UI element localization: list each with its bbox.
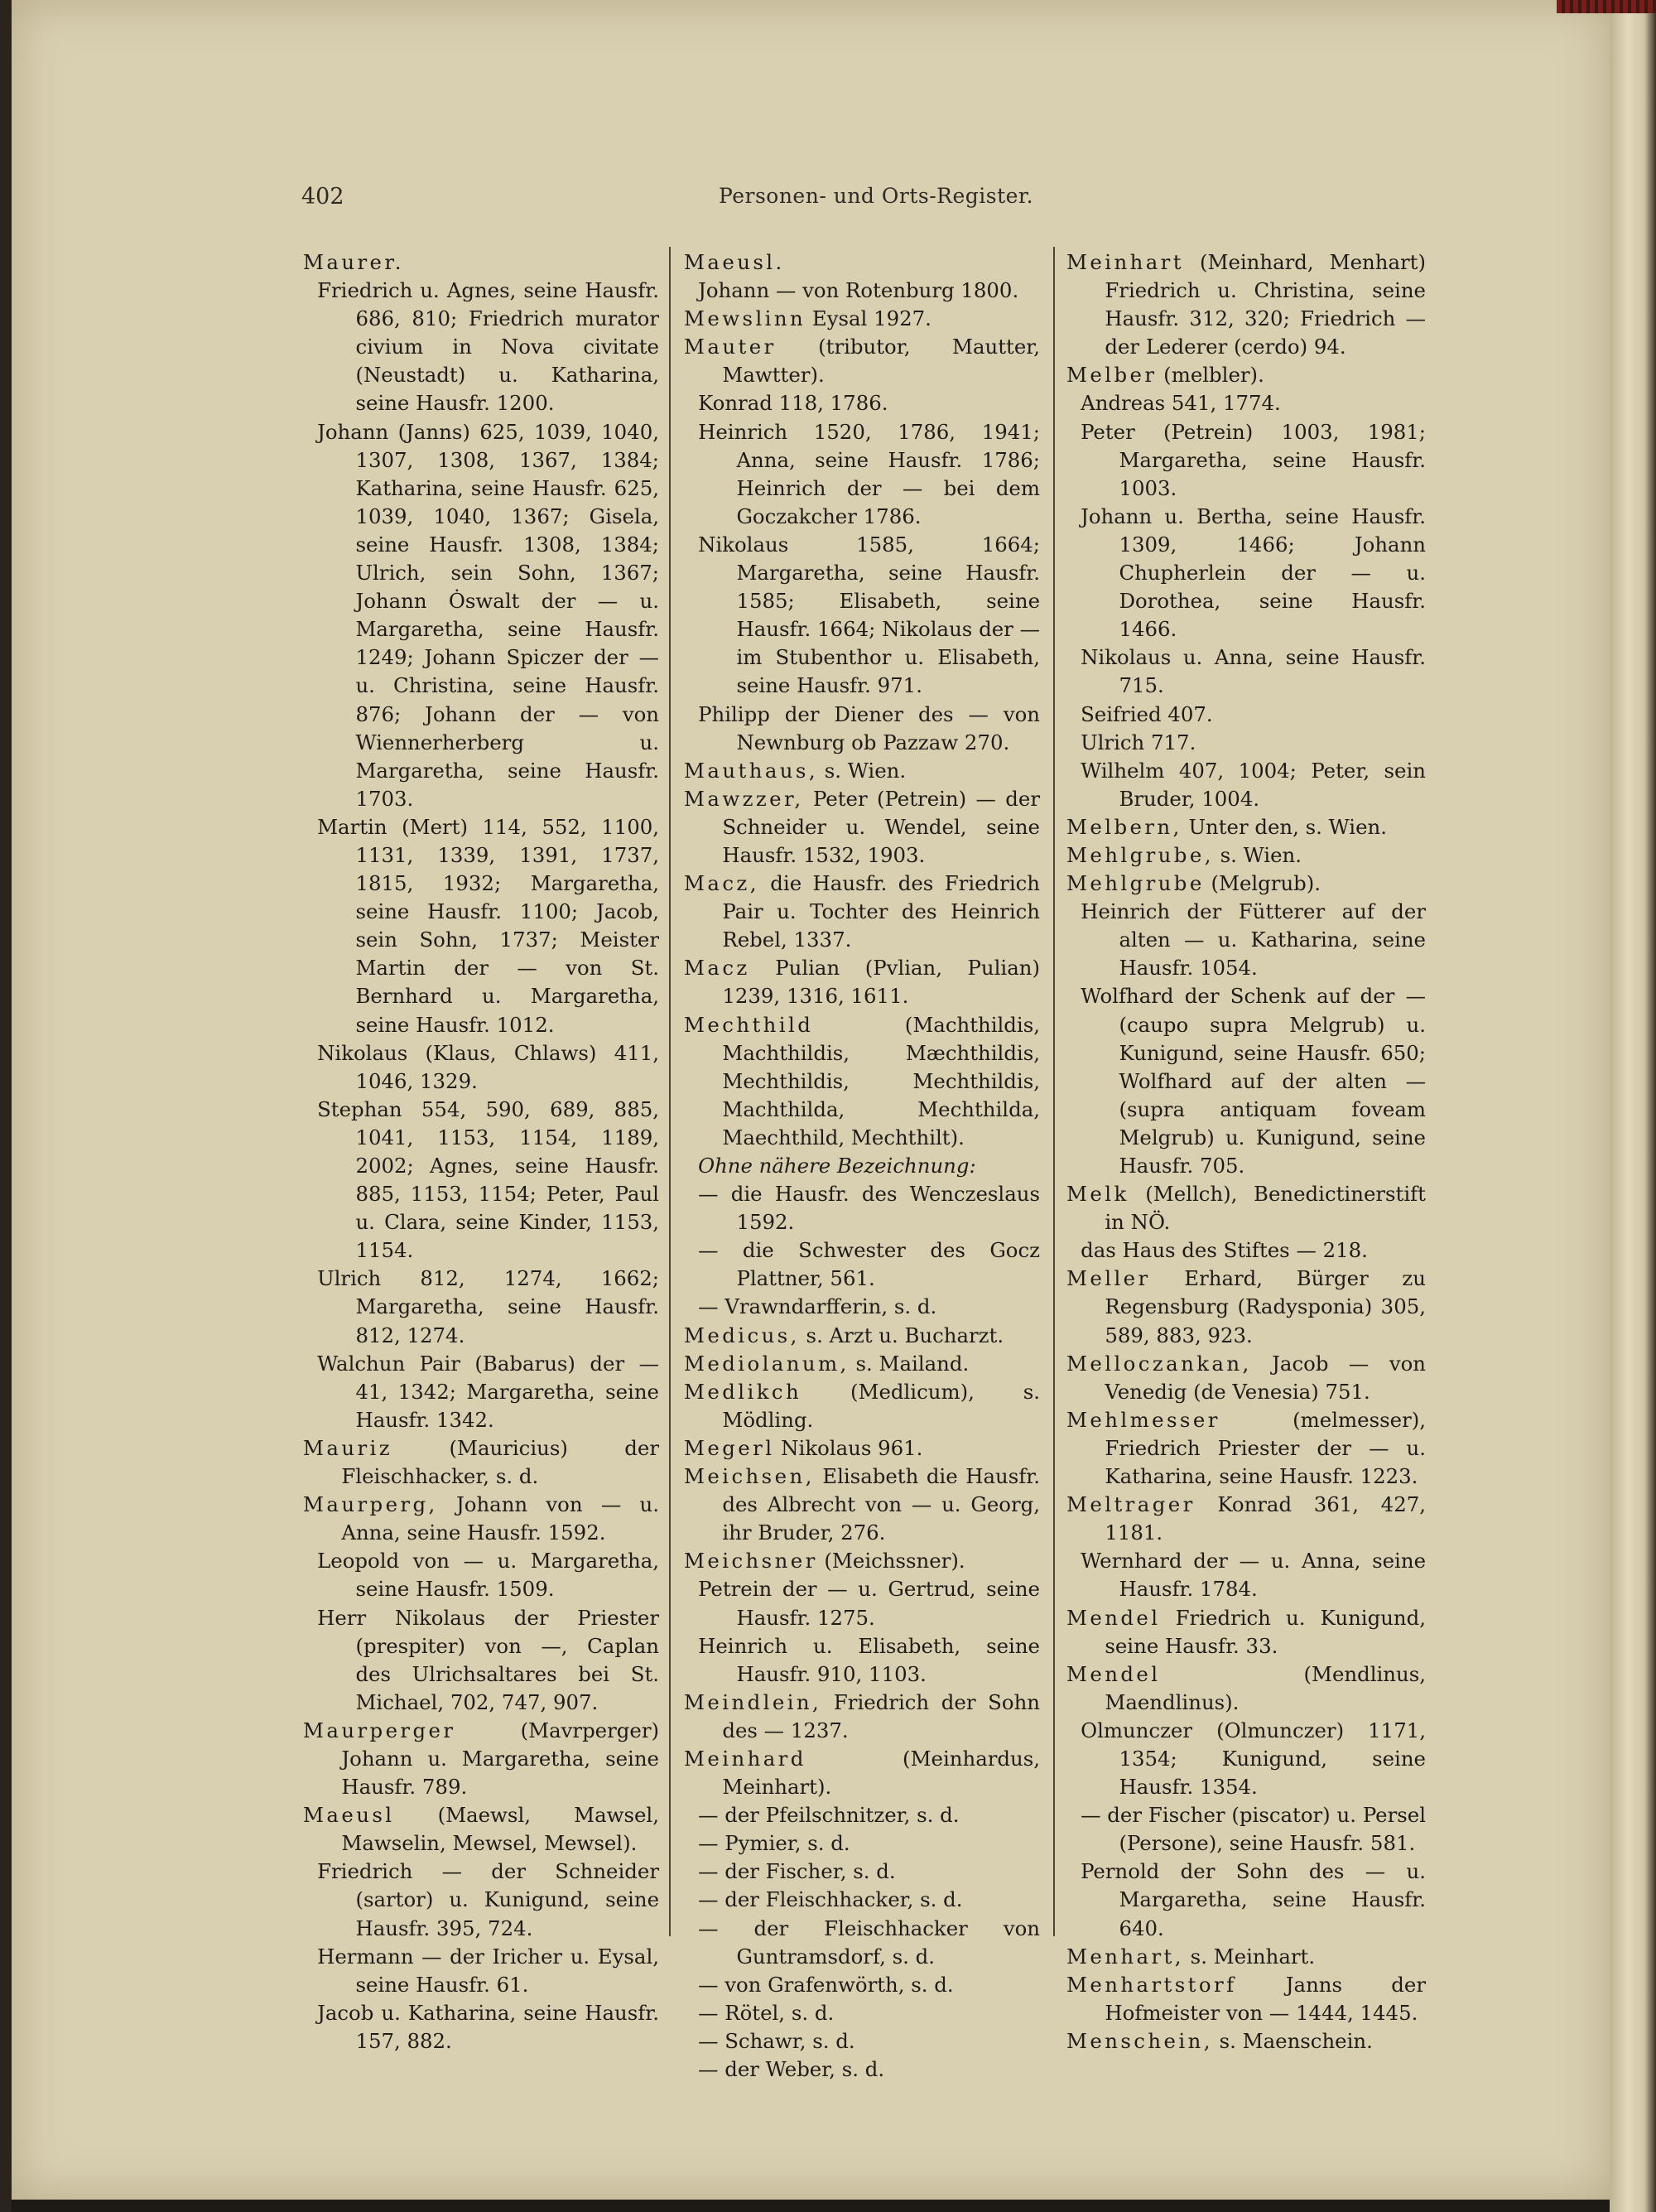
entry-text: Philipp der Diener des — von Newnburg ob Pazzaw 270. [698,701,1040,754]
index-entry [684,1011,1040,1152]
entry-text: das Haus des Stiftes — 218. [1081,1238,1368,1263]
entry-headword: Melk [1066,1182,1129,1207]
index-subentry [303,1096,659,1265]
entry-headword: Macz [684,956,750,981]
entry-text: Jacob u. Katharina, seine Hausfr. 157, 882. [317,2000,659,2053]
entry-text: Peter (Petrein) — der Schneider u. Wendel, seine Hausfr. 1532, 1903. [722,786,1040,867]
entry-text: Johann (Janns) 625, 1039, 1040, 1307, 1308, 1367, 1384; Katharina, seine Hausfr. 625, 1039, 1040, 1367; Gisela, seine Hausfr. 1308, 1384; Ulrich, sein Sohn, 1367; Johann Ȯswalt der — u. Margaretha, seine Hausfr. 1249; Johann Spiczer der — u. Christina, seine Hausfr. 876; Johann der — von Wiennerherberg u. Margaretha, seine Hausfr. 1703. [317,419,659,811]
index-subentry [1066,729,1426,757]
entry-text: Leopold von — u. Margaretha, seine Hausfr. 1509. [317,1549,659,1602]
index-entry [684,1745,1040,1801]
entry-text: Petrein der — u. Gertrud, seine Hausfr. 1275. [698,1577,1040,1630]
entry-text: Pernold der Sohn des — u. Margaretha, seine Hausfr. 640. [1081,1859,1426,1940]
index-subentry [303,1999,659,2055]
entry-headword: Meindlein, [684,1689,822,1714]
entry-headword: Menschein, [1066,2028,1213,2053]
index-entry [303,1717,659,1801]
entry-text: — der Fischer, s. d. [698,1859,896,1884]
entry-text: s. Meinhart. [1183,1944,1316,1969]
entry-text: Nikolaus (Klaus, Chlaws) 411, 1046, 1329. [317,1040,659,1093]
entry-headword: Mauter [684,335,777,359]
entry-headword: Medlikch [684,1379,802,1404]
entry-text: — die Schwester des Gocz Plattner, 561. [698,1238,1040,1291]
entry-headword: Megerl [684,1435,775,1460]
index-subentry [1066,757,1426,813]
index-entry [303,1801,659,1858]
index-entry [1066,1604,1426,1660]
index-column-1 [303,248,659,2055]
index-entry [1066,1943,1426,1971]
index-entry [1066,361,1426,389]
index-subentry [1066,898,1426,982]
index-entry [684,333,1040,389]
index-subentry [684,1858,1040,1886]
entry-text: — der Weber, s. d. [698,2057,885,2081]
index-subentry [1066,1801,1426,1858]
entry-text: — Rötel, s. d. [698,2000,835,2025]
page-number: 402 [301,184,344,210]
index-subentry [684,1632,1040,1689]
index-subentry [684,1829,1040,1858]
entry-headword: Mawzzer, [684,786,804,811]
index-subentry [303,1039,659,1096]
index-subentry [303,418,659,813]
index-note [684,1152,1040,1180]
index-subentry [303,1547,659,1603]
index-subentry [303,1604,659,1717]
entry-text: Ulrich 717. [1081,730,1196,754]
entry-text: (Meichssner). [817,1549,965,1573]
index-entry [684,1463,1040,1547]
entry-text: — Vrawndarfferin, s. d. [698,1294,937,1319]
index-subentry [1066,701,1426,729]
index-entry [1066,1406,1426,1491]
index-subentry [684,1886,1040,1914]
index-column-2 [684,248,1040,2084]
index-entry [684,1434,1040,1463]
entry-text: Friedrich u. Kunigund, seine Hausfr. 33. [1105,1605,1426,1658]
entry-text: — Schawr, s. d. [698,2028,855,2053]
entry-text: (Mauricius) der Fleischhacker, s. d. [341,1435,659,1489]
entry-headword: Meller [1066,1266,1151,1291]
index-entry [1066,1660,1426,1717]
entry-text: — von Grafenwörth, s. d. [698,1972,954,1997]
entry-text: — der Fleischhacker von Guntramsdorf, s. d. [698,1916,1040,1969]
index-entry [684,870,1040,954]
entry-text: s. Wien. [818,758,907,783]
index-entry [1066,1491,1426,1547]
entry-text: (Meinhardus, Meinhart). [722,1746,1040,1800]
entry-headword: Mehlmesser [1066,1407,1220,1432]
entry-text: Nikolaus 961. [774,1435,923,1460]
entry-text: Johann von — u. Anna, seine Hausfr. 1592. [341,1492,659,1545]
index-entry [1066,870,1426,898]
entry-text: Walchun Pair (Babarus) der — 41, 1342; Margaretha, seine Hausfr. 1342. [317,1351,659,1432]
column-rule [669,247,671,1936]
entry-text: Ohne nähere Bezeichnung: [698,1154,976,1178]
entry-headword: Maeusl. [684,250,785,274]
entry-text: Olmunczer (Olmunczer) 1171, 1354; Kunigund, seine Hausfr. 1354. [1081,1718,1426,1800]
index-entry [1066,248,1426,361]
index-entry [303,1434,659,1491]
index-subentry [684,1236,1040,1293]
index-subentry [303,277,659,417]
entry-headword: Medicus, [684,1323,800,1347]
entry-headword: Melber [1066,363,1158,388]
entry-text: (Meinhard, Menhart) Friedrich u. Christina, seine Hausfr. 312, 320; Friedrich — der Lederer (cerdo) 94. [1105,250,1426,359]
entry-headword: Mewslinn [684,306,806,331]
entry-text: s. Maenschein. [1212,2028,1373,2053]
entry-text: Wilhelm 407, 1004; Peter, sein Bruder, 1004. [1081,758,1426,811]
index-entry [303,1491,659,1547]
entry-text: s. Wien. [1213,842,1302,867]
entry-text: Jacob — von Venedig (de Venesia) 751. [1105,1351,1426,1404]
entry-headword: Mauthaus, [684,758,818,783]
entry-text: Friedrich der Sohn des — 1237. [722,1689,1040,1742]
entry-headword: Meinhard [684,1746,806,1771]
index-subentry [1066,643,1426,700]
entry-headword: Menhartstorf [1066,1972,1237,1997]
entry-text: Herr Nikolaus der Priester (prespiter) von —, Caplan des Ulrichsaltares bei St. Michael, 702, 747, 907. [317,1605,659,1714]
entry-text: (Maewsl, Mawsel, Mawselin, Mewsel, Mewsel). [341,1803,659,1856]
entry-text: (Mendlinus, Maendlinus). [1105,1661,1426,1714]
entry-text: — Pymier, s. d. [698,1831,850,1856]
index-entry [684,1350,1040,1378]
index-subentry [684,277,1040,305]
index-subentry [684,389,1040,417]
index-entry [303,248,659,277]
index-entry [1066,1350,1426,1406]
entry-headword: Menhart, [1066,1944,1184,1969]
entry-text: Konrad 118, 1786. [698,391,888,416]
entry-text: Peter (Petrein) 1003, 1981; Margaretha, seine Hausfr. 1003. [1081,419,1426,500]
entry-headword: Maurperg, [303,1492,438,1517]
index-subentry [303,1858,659,1942]
index-entry [1066,1180,1426,1236]
entry-headword: Maurer. [303,250,404,274]
page-header [0,184,1656,217]
entry-headword: Meichsen, [684,1464,815,1489]
index-entry [684,1547,1040,1575]
entry-headword: Maeusl [303,1803,395,1828]
entry-text: Janns der Hofmeister von — 1444, 1445. [1105,1972,1426,2025]
entry-text: Konrad 361, 427, 1181. [1105,1492,1426,1545]
index-subentry [684,418,1040,531]
entry-headword: Meltrager [1066,1492,1196,1517]
red-page-edge [1557,0,1656,13]
index-subentry [684,1801,1040,1829]
entry-text: Pulian (Pvlian, Pulian) 1239, 1316, 1611. [722,956,1040,1009]
entry-headword: Maurperger [303,1718,456,1742]
entry-text: (Machthildis, Machthildis, Mæchthildis, Mechthildis, Mechthildis, Machthilda, Mechthilda, Maechthild, Mechthilt). [722,1012,1040,1149]
index-subentry [1066,1236,1426,1265]
index-subentry [1066,418,1426,503]
index-entry [1066,841,1426,870]
index-subentry [684,1180,1040,1236]
entry-headword: Mendel [1066,1661,1161,1686]
entry-text: Wernhard der — u. Anna, seine Hausfr. 1784. [1081,1549,1426,1602]
entry-text: Heinrich der Fütterer auf der alten — u. Katharina, seine Hausfr. 1054. [1081,899,1426,981]
index-subentry [1066,1547,1426,1603]
index-entry [684,785,1040,870]
index-subentry [684,1575,1040,1631]
entry-text: Heinrich u. Elisabeth, seine Hausfr. 910, 1103. [698,1633,1040,1686]
entry-headword: Mehlgrube [1066,871,1205,896]
entry-text: (tributor, Mautter, Mawtter). [722,335,1040,388]
entry-text: Ulrich 812, 1274, 1662; Margaretha, seine Hausfr. 812, 1274. [317,1266,659,1347]
entry-text: Martin (Mert) 114, 552, 1100, 1131, 1339, 1391, 1737, 1815, 1932; Margaretha, seine Hausfr. 1100; Jacob, sein Sohn, 1737; Meister Martin der — von St. Bernhard u. Margaretha, seine Hausfr. 1012. [317,814,659,1037]
index-entry [684,1378,1040,1434]
entry-text: — der Fleischhacker, s. d. [698,1887,963,1912]
entry-headword: Meichsner [684,1549,818,1573]
index-entry [1066,1265,1426,1349]
entry-headword: Melloczankan, [1066,1351,1252,1376]
index-subentry [303,1943,659,1999]
entry-text: Andreas 541, 1774. [1081,391,1281,416]
entry-text: Wolfhard der Schenk auf der — (caupo supra Melgrub) u. Kunigund, seine Hausfr. 650; Wolfhard auf der alten — (supra antiquam foveam Melgrub) u. Kunigund, seine Hausfr. 705. [1081,984,1426,1178]
entry-headword: Mechthild [684,1012,814,1037]
index-subentry [1066,982,1426,1180]
entry-headword: Mendel [1066,1605,1161,1630]
entry-text: Hermann — der Iricher u. Eysal, seine Hausfr. 61. [317,1944,659,1997]
index-column-3 [1066,248,1426,2055]
index-subentry [684,1293,1040,1321]
entry-text: — der Pfeilschnitzer, s. d. [698,1803,960,1828]
entry-text: Heinrich 1520, 1786, 1941; Anna, seine Hausfr. 1786; Heinrich der — bei dem Goczakcher 1786. [698,419,1040,528]
index-subentry [303,1350,659,1434]
index-subentry [684,531,1040,701]
entry-text: (Mavrperger) Johann u. Margaretha, seine Hausfr. 789. [341,1718,659,1800]
index-subentry [684,1971,1040,1999]
index-entry [684,305,1040,333]
index-entry [684,757,1040,785]
entry-text: Seifried 407. [1081,701,1213,726]
book-spine [0,0,12,2212]
index-entry [684,1322,1040,1350]
entry-text: Elisabeth die Hausfr. des Albrecht von — u. Georg, ihr Bruder, 276. [722,1464,1040,1545]
entry-text: Nikolaus 1585, 1664; Margaretha, seine Hausfr. 1585; Elisabeth, seine Hausfr. 1664; Nikolaus der — im Stubenthor u. Elisabeth, seine Hausfr. 971. [698,532,1040,698]
index-subentry [684,2027,1040,2055]
index-subentry [303,1265,659,1349]
index-subentry [1066,389,1426,417]
entry-text: die Hausfr. des Friedrich Pair u. Tochter des Heinrich Rebel, 1337. [722,871,1040,952]
entry-text: Stephan 554, 590, 689, 885, 1041, 1153, 1154, 1189, 2002; Agnes, seine Hausfr. 885, 1153, 1154; Peter, Paul u. Clara, seine Kinder, 1153, 1154. [317,1096,659,1263]
index-subentry [684,1915,1040,1971]
column-rule [1053,247,1055,1936]
index-subentry [1066,1717,1426,1801]
entry-text: — der Fischer (piscator) u. Persel (Persone), seine Hausfr. 581. [1081,1803,1426,1856]
index-entry [684,954,1040,1010]
index-subentry [684,1999,1040,2027]
entry-text: (Mellch), Benedictinerstift in NÖ. [1105,1182,1426,1235]
entry-text: (Melgrub). [1204,871,1321,896]
entry-text: Eysal 1927. [806,306,932,331]
entry-text: Unter den, s. Wien. [1182,814,1388,839]
entry-headword: Melbern, [1066,814,1182,839]
entry-text: Erhard, Bürger zu Regensburg (Radysponia) 305, 589, 883, 923. [1105,1266,1426,1347]
entry-headword: Macz, [684,871,759,896]
entry-text: Friedrich — der Schneider (sartor) u. Kunigund, seine Hausfr. 395, 724. [317,1859,659,1940]
entry-headword: Mediolanum, [684,1351,850,1376]
index-entry [1066,1971,1426,2027]
index-subentry [684,2055,1040,2084]
entry-text: Friedrich u. Agnes, seine Hausfr. 686, 810; Friedrich murator civium in Nova civitate (Neustadt) u. Katharina, seine Hausfr. 1200. [317,278,659,416]
index-entry [1066,813,1426,841]
page-edge [1610,0,1656,2212]
entry-headword: Meinhart [1066,250,1184,274]
entry-text: Johann u. Bertha, seine Hausfr. 1309, 1466; Johann Chupherlein der — u. Dorothea, seine Hausfr. 1466. [1081,504,1426,642]
entry-text: s. Arzt u. Bucharzt. [799,1323,1004,1347]
index-subentry [684,701,1040,757]
index-subentry [1066,1858,1426,1942]
entry-headword: Mehlgrube, [1066,842,1214,867]
index-subentry [1066,503,1426,643]
entry-text: (Medlicum), s. Mödling. [722,1379,1040,1432]
index-subentry [303,813,659,1039]
index-entry [684,248,1040,277]
entry-text: (melbler). [1157,363,1264,388]
running-title: Personen- und Orts-Register. [719,184,1034,208]
entry-text: Johann — von Rotenburg 1800. [698,278,1019,303]
entry-text: Nikolaus u. Anna, seine Hausfr. 715. [1081,645,1426,698]
entry-text: — die Hausfr. des Wenczeslaus 1592. [698,1182,1040,1235]
entry-headword: Mauriz [303,1435,393,1460]
index-entry [684,1689,1040,1745]
index-entry [1066,2027,1426,2055]
entry-text: s. Mailand. [849,1351,970,1376]
entry-text: (melmesser), Friedrich Priester der — u. Katharina, seine Hausfr. 1223. [1105,1407,1426,1489]
